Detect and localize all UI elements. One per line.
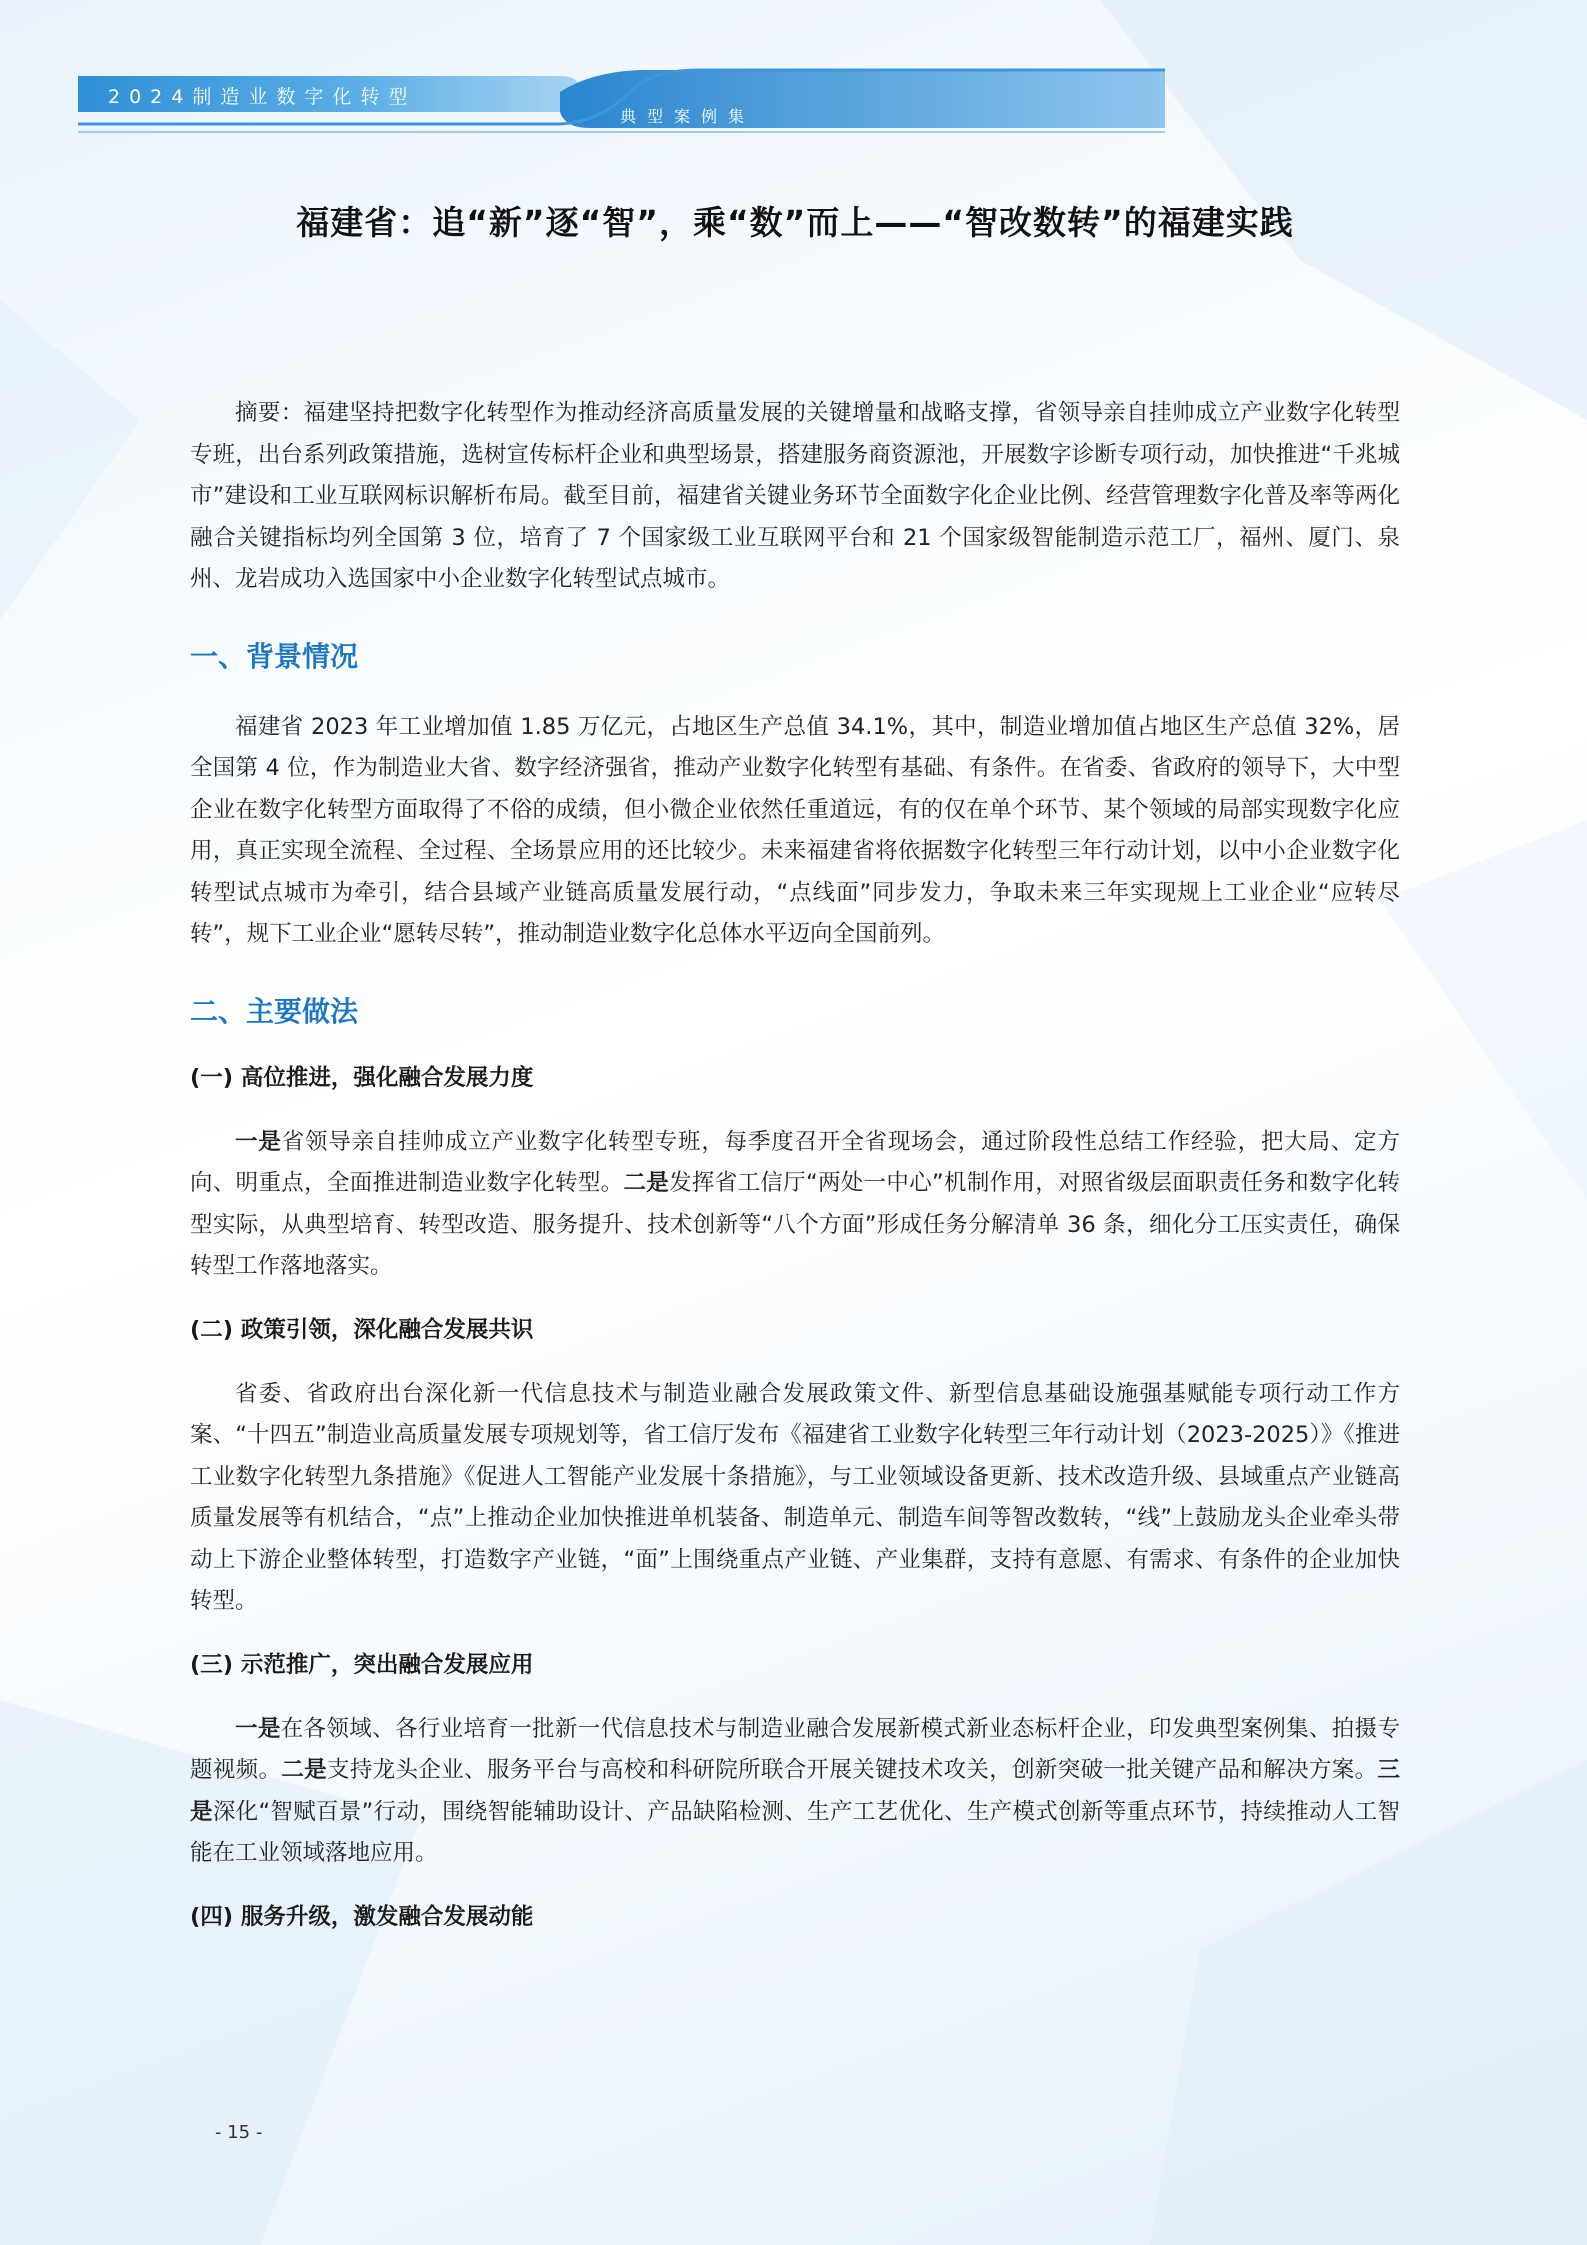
subsection-2-paragraph: 省委、省政府出台深化新一代信息技术与制造业融合发展政策文件、新型信息基础设施强基赋能专项行动工作方案、“十四五”制造业高质量发展专项规划等，省工信厅发布《福建省工业数字化转型三年行动计划（2023-2025）》《推进工业数字化转型九条措施》《促进人工智能产业发展十条措施》，与工业领域设备更新、技术改造升级、县域重点产业链高质量发展等有机结合，“点”上推动企业加快推进单机装备、制造单元、制造车间等智改数转，“线”上鼓励龙头企业牵头带动上下游企业整体转型，打造数字产业链，“面”上围绕重点产业链、产业集群，支持有意愿、有需求、有条件的企业加快转型。	[190, 1380, 1400, 1614]
lead-marker: 一是	[235, 1715, 281, 1742]
subsection-1-heading: (一) 高位推进，强化融合发展力度	[190, 1064, 534, 1091]
lead-marker: 一是	[235, 1128, 282, 1155]
section-1-heading: 一、背景情况	[190, 639, 359, 673]
subsection-4-heading: (四) 服务升级，激发融合发展动能	[190, 1903, 534, 1930]
document-body	[190, 195, 1400, 1937]
lead-marker: 二是	[281, 1757, 328, 1783]
header-subtitle: 典型案例集	[620, 107, 756, 126]
subsection-3-paragraph	[190, 1709, 1400, 1875]
subsection-2-heading: (二) 政策引领，深化融合发展共识	[190, 1316, 534, 1343]
document-title: 福建省：追“新”逐“智”，乘“数”而上——“智改数转”的福建实践	[296, 203, 1294, 242]
paragraph-text: 深化“智赋百景”行动，围绕智能辅助设计、产品缺陷检测、生产工艺优化、生产模式创新等重点环节，持续推动人工智能在工业领域落地应用。	[190, 1798, 1400, 1866]
paragraph-text: 省领导亲自挂帅成立产业数字化转型专班，每季度召开全省现场会，通过阶段性总结工作经验，把大局、定方向、明重点，全面推进制造业数字化转型。	[190, 1128, 1400, 1196]
abstract-paragraph: 摘要：福建坚持把数字化转型作为推动经济高质量发展的关键增量和战略支撑，省领导亲自挂帅成立产业数字化转型专班，出台系列政策措施，选树宣传标杆企业和典型场景，搭建服务商资源池，开展数字诊断专项行动，加快推进“千兆城市”建设和工业互联网标识解析布局。截至目前，福建省关键业务环节全面数字化企业比例、经营管理数字化普及率等两化融合关键指标均列全国第 3 位，培育了 7 个国家级工业互联网平台和 21 个国家级智能制造示范工厂，福州、厦门、泉州、龙岩成功入选国家中小企业数字化转型试点城市。	[190, 400, 1400, 592]
paragraph-text: 在各领域、各行业培育一批新一代信息技术与制造业融合发展新模式新业态标杆企业，印发典型案例集、拍摄专题视频。	[190, 1715, 1400, 1783]
header-title: 2024制造业数字化转型	[108, 86, 417, 108]
section-2-heading: 二、主要做法	[190, 994, 359, 1028]
section-1-paragraph: 福建省 2023 年工业增加值 1.85 万亿元，占地区生产总值 34.1%，其中，制造业增加值占地区生产总值 32%，居全国第 4 位，作为制造业大省、数字经济强省，推动产业数字化转型有基础、有条件。在省委、省政府的领导下，大中型企业在数字化转型方面取得了不俗的成绩，但小微企业依然任重道远，有的仅在单个环节、某个领域的局部实现数字化应用，真正实现全流程、全过程、全场景应用的还比较少。未来福建省将依据数字化转型三年行动计划，以中小企业数字化转型试点城市为牵引，结合县域产业链高质量发展行动，“点线面”同步发力，争取未来三年实现规上工业企业“应转尽转”，规下工业企业“愿转尽转”，推动制造业数字化总体水平迈向全国前列。	[190, 713, 1400, 947]
lead-marker: 三是	[190, 1757, 1400, 1825]
header-banner	[0, 0, 1587, 150]
subsection-3-heading: (三) 示范推广，突出融合发展应用	[190, 1651, 534, 1678]
paragraph-text: 发挥省工信厅“两处一中心”机制作用，对照省级层面职责任务和数字化转型实际，从典型培育、转型改造、服务提升、技术创新等“八个方面”形成任务分解清单 36 条，细化分工压实责任，确保转型工作落地落实。	[190, 1170, 1400, 1279]
paragraph-text: 支持龙头企业、服务平台与高校和科研院所联合开展关键技术攻关，创新突破一批关键产品和解决方案。	[327, 1757, 1378, 1783]
lead-marker: 二是	[623, 1170, 670, 1196]
page-number: - 15 -	[215, 2122, 263, 2143]
subsection-1-paragraph	[190, 1122, 1400, 1288]
